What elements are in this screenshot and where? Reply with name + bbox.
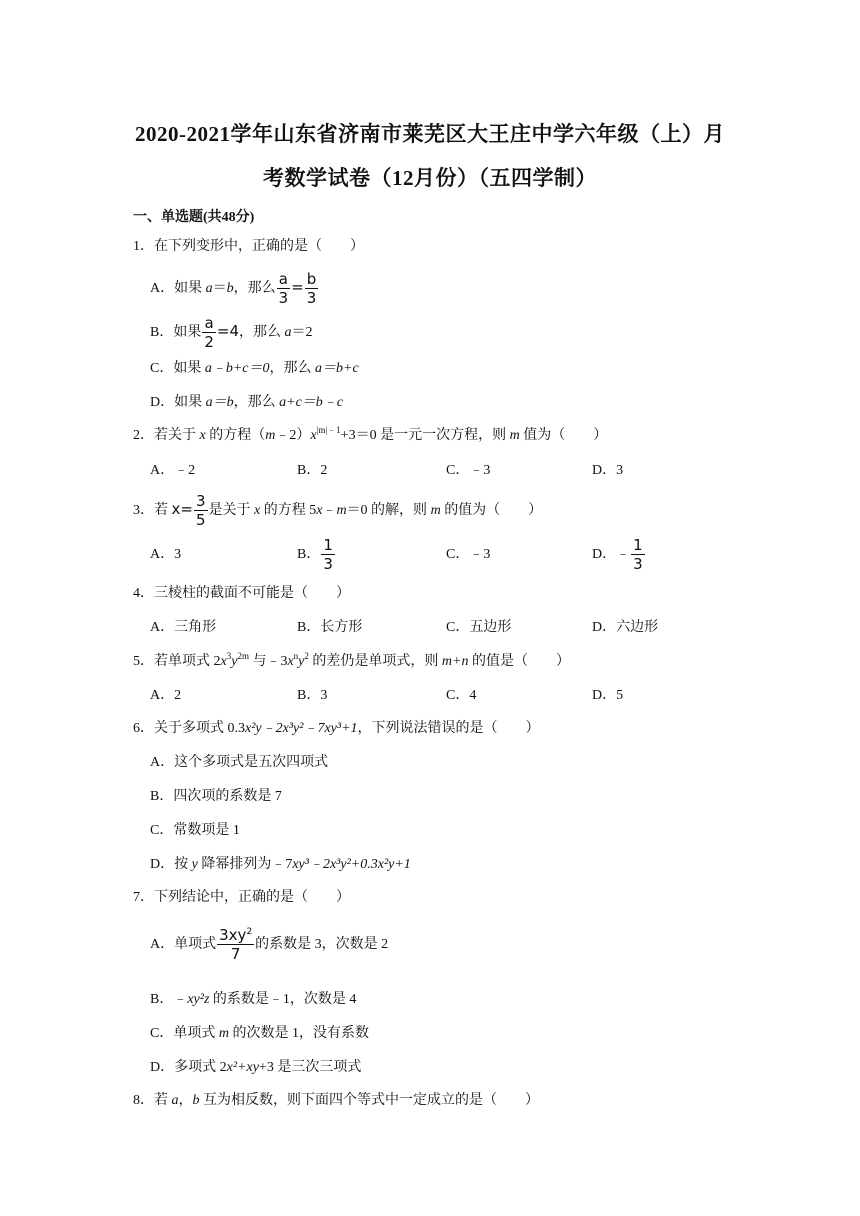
question-6-option-c: C．常数项是 1 xyxy=(150,823,240,838)
question-1-option-b: B．如果 $\frac{a}{2}$ =4，那么 a＝2 xyxy=(150,314,313,351)
fraction-neg-1-over-3: $\frac{1}{3}$ xyxy=(633,536,643,573)
question-6-option-a: A．这个多项式是五次四项式 xyxy=(150,755,329,770)
question-2-option-d: D．3 xyxy=(592,463,624,478)
question-2-stem: 2．若关于 x 的方程$(m﹣2)x^{|m|﹣1}+3=0$ 是一元一次方程，则 m 值为（ ） xyxy=(133,425,608,443)
question-2-option-a: A．﹣2 xyxy=(150,463,196,478)
question-7-option-b: B．﹣xy²z 的系数是﹣1，次数是 4 xyxy=(150,992,357,1007)
exam-title-line2: 考数学试卷（12月份）（五四学制） xyxy=(263,166,597,190)
question-5-option-b: B．3 xyxy=(297,688,328,703)
question-4-option-d: D．六边形 xyxy=(592,620,659,635)
question-6-option-d: D．按 y 降幂排列为﹣7xy³﹣2x³y²+0.3x²y+1 xyxy=(150,857,411,872)
question-5-option-d: D．5 xyxy=(592,688,624,703)
question-3-option-d: D．﹣ $\frac{1}{3}$ xyxy=(592,536,643,573)
fraction-b-over-3: $\frac{b}{3}$ xyxy=(306,270,317,307)
fraction-3-over-5: $\frac{3}{5}$ xyxy=(195,492,206,529)
question-7-option-d: D．多项式 2x²+xy+3 是三次三项式 xyxy=(150,1060,362,1075)
exam-title-line1: 2020-2021学年山东省济南市莱芜区大王庄中学六年级（上）月 xyxy=(135,122,725,146)
question-4-option-c: C．五边形 xyxy=(446,620,512,635)
question-1-stem: 1．在下列变形中，正确的是（ ） xyxy=(133,239,364,254)
question-6-option-b: B．四次项的系数是 7 xyxy=(150,789,282,804)
section-heading: 一、单选题(共48分) xyxy=(133,210,255,225)
fraction-3xy2-over-7: $\frac{3xy^2}{7}$ xyxy=(219,926,253,963)
question-6-stem: 6．关于多项式 0.3x²y﹣2x³y²﹣7xy³+1，下列说法错误的是（ ） xyxy=(133,721,540,736)
question-5-stem: 5．若单项式 $2x^3y^{2m}$ 与$﹣3x^ny^2$ 的差仍是单项式，则 m+n 的值是（ ） xyxy=(133,651,570,669)
question-8-stem: 8．若 a，b 互为相反数，则下面四个等式中一定成立的是（ ） xyxy=(133,1093,539,1108)
fraction-a-over-2: $\frac{a}{2}$ xyxy=(204,314,214,351)
question-2-option-b: B．2 xyxy=(297,463,328,478)
fraction-1-over-3: $\frac{1}{3}$ xyxy=(323,536,333,573)
question-1-option-d: D．如果 a＝b，那么 a+c＝b﹣c xyxy=(150,395,343,410)
question-5-option-c: C．4 xyxy=(446,688,477,703)
question-4-stem: 4．三棱柱的截面不可能是（ ） xyxy=(133,586,350,601)
question-3-option-b: B． $\frac{1}{3}$ xyxy=(297,536,333,573)
question-3-option-c: C．﹣3 xyxy=(446,547,491,562)
fraction-a-over-3: $\frac{a}{3}$ xyxy=(278,270,289,307)
question-3-stem: 3．若 x= $\frac{3}{5}$ 是关于 x 的方程 5x﹣m＝0 的解，则 m 的值为（ ） xyxy=(133,492,543,529)
question-2-option-c: C．﹣3 xyxy=(446,463,491,478)
question-1-option-c: C．如果 a﹣b+c＝0，那么 a＝b+c xyxy=(150,361,359,376)
question-7-stem: 7．下列结论中，正确的是（ ） xyxy=(133,890,350,905)
question-1-option-a: A．如果 a＝b，那么 $\frac{a}{3}$ = $\frac{b}{3}$ xyxy=(150,270,317,307)
question-5-option-a: A．2 xyxy=(150,688,182,703)
question-4-option-b: B．长方形 xyxy=(297,620,363,635)
question-3-option-a: A．3 xyxy=(150,547,182,562)
question-4-option-a: A．三角形 xyxy=(150,620,217,635)
question-7-option-a: A．单项式 $\frac{3xy^2}{7}$ 的系数是 3，次数是 2 xyxy=(150,926,389,963)
question-7-option-c: C．单项式 m 的次数是 1，没有系数 xyxy=(150,1026,369,1041)
